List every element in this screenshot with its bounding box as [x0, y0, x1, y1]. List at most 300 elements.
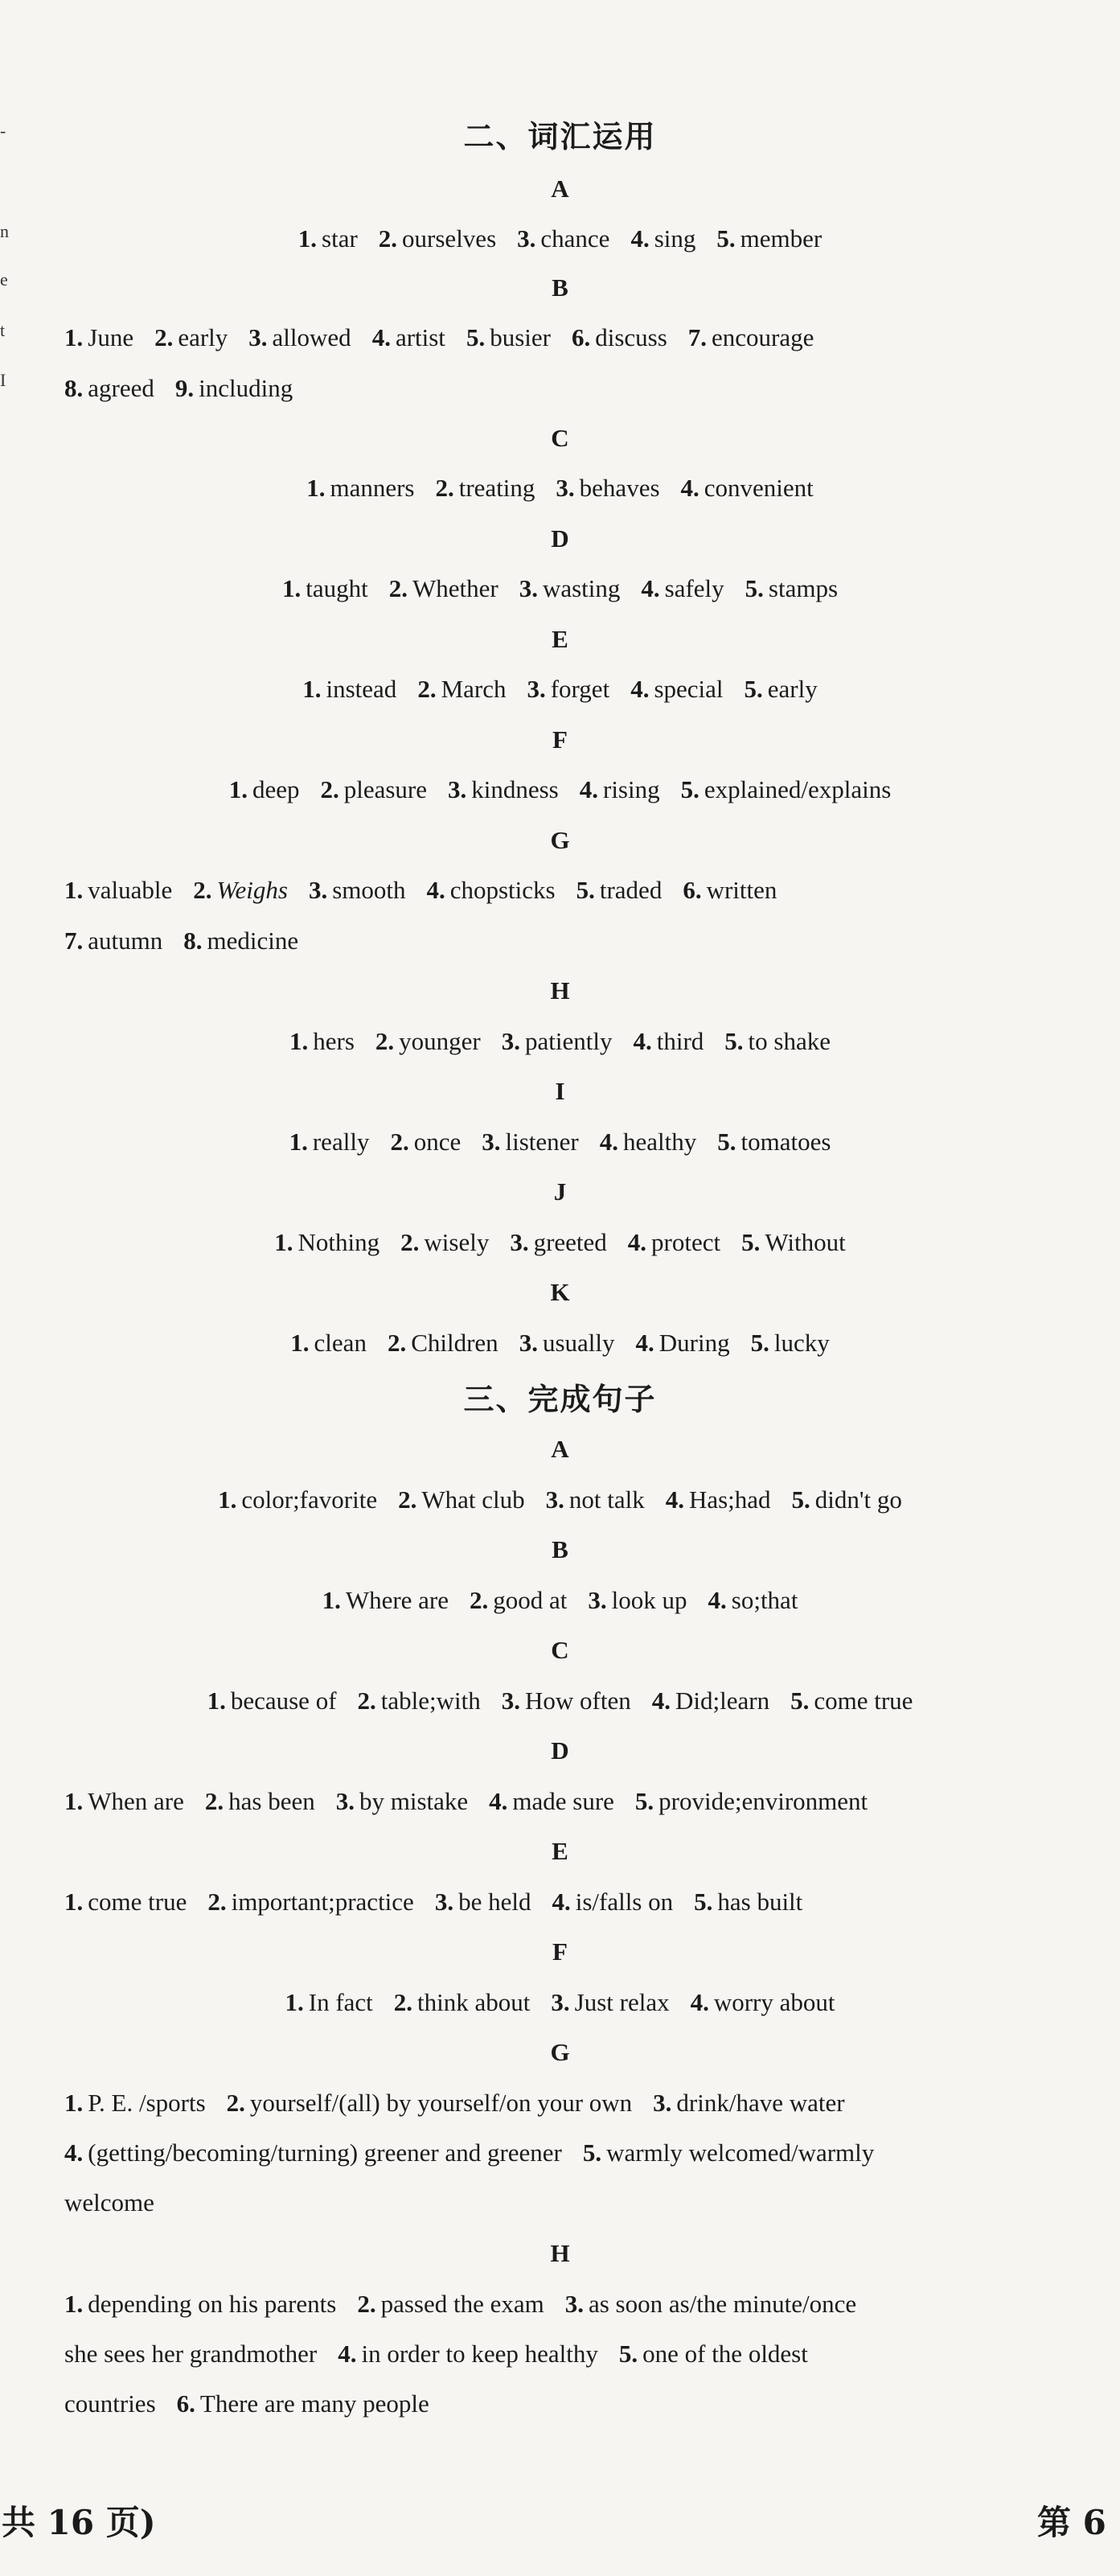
answer-item [302, 673, 396, 705]
answer-text: valuable [88, 876, 173, 904]
answer-line [64, 925, 1110, 957]
answer-text: early [178, 323, 228, 351]
answer-line [0, 1484, 1120, 1516]
answer-text: chance [540, 224, 610, 253]
answer-text: warmly welcomed/warmly [606, 2138, 875, 2167]
answer-item [527, 673, 609, 705]
answer-text: autumn [88, 926, 163, 955]
answer-item [282, 573, 368, 605]
answer-item [489, 1785, 614, 1818]
answer-item [285, 1986, 373, 2019]
answer-line [64, 2187, 1110, 2219]
item-number: 2. [204, 1787, 224, 1815]
item-number: 4. [633, 1027, 652, 1055]
answer-text: drink/have water [676, 2089, 845, 2117]
answer-text: Weighs [216, 876, 288, 904]
footer-page-number: 第 6 [1037, 2503, 1106, 2542]
item-number: 5. [716, 224, 736, 253]
answer-line [0, 472, 1120, 504]
answer-item [502, 1685, 631, 1717]
answer-item [218, 1484, 377, 1516]
item-number: 5. [724, 1027, 744, 1055]
answer-item [745, 573, 838, 605]
answer-line [64, 322, 1110, 354]
answer-line [64, 1785, 1110, 1818]
answer-text: convenient [704, 474, 814, 502]
answer-line [0, 1685, 1120, 1717]
answer-item [435, 1886, 531, 1918]
answer-text: passed the exam [380, 2290, 544, 2318]
item-number: 8. [64, 374, 84, 402]
answer-item [205, 1785, 315, 1818]
answer-item [708, 1584, 798, 1617]
answer-text: including [199, 374, 293, 402]
group-label: B [552, 1535, 568, 1563]
item-number: 4. [627, 1228, 647, 1256]
answer-line [64, 874, 1110, 906]
answer-text: healthy [622, 1128, 697, 1156]
answer-line [0, 1025, 1120, 1058]
answer-text: How often [525, 1687, 631, 1715]
edge-mark: I [0, 370, 6, 390]
item-number: 5. [582, 2138, 602, 2167]
item-number: 1. [322, 1586, 341, 1614]
item-number: 3. [335, 1787, 355, 1815]
answer-item [207, 1685, 337, 1717]
item-number: 4. [579, 775, 598, 803]
answer-item [394, 1986, 531, 2019]
answer-text: made sure [512, 1787, 614, 1815]
answer-item [466, 322, 551, 354]
item-number: 9. [174, 374, 195, 402]
answer-item [64, 2137, 562, 2169]
answer-item [745, 673, 818, 705]
answer-item [177, 2388, 429, 2420]
answer-item [320, 774, 427, 806]
answer-text: has built [717, 1888, 803, 1916]
answer-item [628, 1226, 720, 1259]
answer-text: taught [306, 574, 368, 602]
answer-text: forget [550, 675, 610, 703]
item-number: 3. [653, 2089, 672, 2117]
answer-item [630, 223, 695, 255]
answer-text: not talk [568, 1485, 645, 1514]
answer-item [636, 1327, 730, 1359]
answer-line [0, 1327, 1120, 1359]
answer-line [0, 1226, 1120, 1259]
item-number: 5. [744, 675, 763, 703]
answer-item [400, 1226, 489, 1259]
item-number: 1. [64, 876, 84, 904]
item-number: 2. [393, 1988, 413, 2016]
answer-text: treating [458, 474, 535, 502]
answer-item [633, 1025, 704, 1058]
answer-item [583, 2137, 874, 2169]
answer-line [64, 2137, 1110, 2169]
item-number: 5. [576, 876, 595, 904]
answer-item [572, 322, 667, 354]
item-number: 5. [618, 2340, 638, 2368]
answer-text: kindness [471, 775, 559, 803]
answer-item [724, 1025, 831, 1058]
answer-text: really [312, 1128, 370, 1156]
answer-item [64, 2087, 206, 2119]
item-number: 4. [651, 1687, 671, 1715]
item-number: 2. [320, 775, 339, 803]
answer-item [694, 1886, 802, 1918]
edge-mark: n [0, 221, 9, 241]
item-number: 2. [388, 574, 408, 602]
item-number: 4. [338, 2340, 357, 2368]
answer-text: younger [399, 1027, 481, 1055]
answer-text: smooth [332, 876, 406, 904]
answer-text: so;that [731, 1586, 798, 1614]
answer-item [298, 223, 358, 255]
answer-item [652, 1685, 769, 1717]
group-label: K [550, 1278, 570, 1306]
item-number: 3. [519, 1329, 538, 1357]
answer-text: written [706, 876, 777, 904]
answer-text: explained/explains [704, 775, 892, 803]
answer-item [389, 573, 498, 605]
answer-item [175, 372, 293, 405]
answer-item [641, 573, 724, 605]
item-number: 1. [64, 323, 84, 351]
answer-item [588, 1584, 687, 1617]
answer-item [792, 1484, 902, 1516]
answer-line [0, 573, 1120, 605]
answer-item [653, 2087, 844, 2119]
answer-text: member [740, 224, 823, 253]
item-number: 1. [64, 1787, 84, 1815]
answer-item [580, 774, 660, 806]
group-label: D [551, 524, 569, 553]
item-number: 3. [517, 224, 536, 253]
item-number: 4. [708, 1586, 727, 1614]
answer-text: Has;had [688, 1485, 771, 1514]
item-number: 5. [741, 1228, 761, 1256]
answer-item [517, 223, 609, 255]
answer-item [666, 1484, 771, 1516]
answer-text: Without [765, 1228, 846, 1256]
item-number: 3. [545, 1485, 564, 1514]
answer-line [0, 223, 1120, 255]
answer-text: instead [326, 675, 397, 703]
answer-item [357, 2288, 544, 2320]
answer-text: There are many people [199, 2389, 429, 2418]
group-label: C [551, 424, 569, 452]
item-number: 1. [281, 574, 302, 602]
answer-text: manners [330, 474, 415, 502]
edge-mark: e [0, 269, 8, 290]
edge-mark: t [0, 320, 6, 340]
answer-text: countries [64, 2389, 156, 2418]
item-number: 4. [64, 2138, 84, 2167]
answer-item [64, 1886, 187, 1918]
answer-text: greeted [533, 1228, 607, 1256]
answer-text: once [413, 1128, 462, 1156]
footer-page-total: 共 16 页) [2, 2503, 156, 2542]
item-number: 5. [634, 1787, 654, 1815]
answer-item [306, 472, 414, 504]
item-number: 3. [556, 474, 575, 502]
answer-item [600, 1126, 697, 1158]
answer-text: in order to keep healthy [361, 2340, 598, 2368]
answer-text: important;practice [231, 1888, 414, 1916]
answer-text: good at [493, 1586, 568, 1614]
answer-item [64, 2338, 317, 2370]
group-label: E [552, 625, 568, 653]
item-number: 5. [790, 1687, 810, 1715]
answer-text: chopsticks [449, 876, 556, 904]
item-number: 1. [274, 1228, 293, 1256]
answer-item [688, 322, 814, 354]
answer-text: didn't go [814, 1485, 902, 1514]
item-number: 5. [717, 1128, 736, 1156]
item-number: 3. [519, 574, 538, 602]
answer-text: wisely [424, 1228, 490, 1256]
item-number: 6. [571, 323, 591, 351]
group-label: G [550, 2038, 570, 2066]
item-number: 4. [690, 1988, 709, 2016]
item-number: 3. [448, 775, 467, 803]
answer-text: be held [458, 1888, 531, 1916]
item-number: 2. [154, 323, 174, 351]
item-number: 4. [489, 1787, 508, 1815]
item-number: 3. [564, 2290, 584, 2318]
answer-line [64, 2288, 1110, 2320]
item-number: 3. [510, 1228, 529, 1256]
group-label: F [552, 1937, 568, 1966]
item-number: 1. [297, 224, 318, 253]
item-number: 5. [680, 775, 699, 803]
item-number: 2. [207, 1888, 227, 1916]
answer-text: agreed [88, 374, 154, 402]
answer-text: provide;environment [658, 1787, 868, 1815]
answer-item [64, 2187, 154, 2219]
answer-text: Just relax [574, 1988, 670, 2016]
edge-mark: - [0, 121, 6, 141]
answer-item [435, 472, 535, 504]
answer-text: early [767, 675, 818, 703]
answer-text: Did;learn [675, 1687, 770, 1715]
item-number: 1. [290, 1329, 310, 1357]
group-label: H [550, 2239, 570, 2267]
answer-item [375, 1025, 481, 1058]
answer-item [309, 874, 406, 906]
answer-line [64, 2338, 1110, 2370]
answer-text: March [441, 675, 507, 703]
item-number: 3. [588, 1586, 607, 1614]
answer-text: June [88, 323, 134, 351]
group-label: F [552, 725, 568, 754]
answer-text: by mistake [359, 1787, 469, 1815]
answer-text: tomatoes [741, 1128, 831, 1156]
answer-text: yourself/(all) by yourself/on your own [249, 2089, 633, 2117]
item-number: 4. [665, 1485, 684, 1514]
item-number: 2. [378, 224, 398, 253]
answer-item [64, 874, 172, 906]
answer-line [0, 1126, 1120, 1158]
answer-item [289, 1126, 370, 1158]
answer-text: medicine [207, 926, 299, 955]
answer-item [470, 1584, 567, 1617]
answer-text: stamps [768, 574, 839, 602]
answer-item [510, 1226, 606, 1259]
answer-text: because of [230, 1687, 337, 1715]
answer-text: Nothing [297, 1228, 380, 1256]
answer-text: During [658, 1329, 730, 1357]
item-number: 4. [635, 1329, 654, 1357]
answer-item [207, 1886, 413, 1918]
answer-text: is/falls on [575, 1888, 674, 1916]
answer-item [64, 1785, 184, 1818]
group-label: H [550, 976, 570, 1005]
answer-text: color;favorite [241, 1485, 378, 1514]
item-number: 3. [308, 876, 328, 904]
section-heading: 二、词汇运用 [463, 119, 657, 154]
answer-item [630, 673, 723, 705]
answer-item [64, 372, 154, 405]
item-number: 7. [687, 323, 708, 351]
answer-text: star [322, 224, 358, 253]
answer-text: worry about [713, 1988, 835, 2016]
answer-item [519, 1327, 615, 1359]
answer-item [64, 2388, 156, 2420]
answer-item [519, 573, 621, 605]
answer-text: sing [654, 224, 696, 253]
answer-item [183, 925, 298, 957]
answer-text: discuss [595, 323, 667, 351]
answer-item [290, 1327, 367, 1359]
answer-text: come true [88, 1888, 187, 1916]
answer-item [635, 1785, 868, 1818]
item-number: 2. [400, 1228, 420, 1256]
item-number: 3. [527, 675, 546, 703]
answer-item [482, 1126, 579, 1158]
item-number: 2. [375, 1027, 395, 1055]
item-number: 1. [289, 1128, 308, 1156]
item-number: 3. [248, 323, 268, 351]
item-number: 1. [218, 1485, 237, 1514]
item-number: 2. [435, 474, 454, 502]
answer-item [193, 874, 288, 906]
answer-text: wasting [542, 574, 621, 602]
answer-item [681, 472, 814, 504]
answer-text: think about [417, 1988, 531, 2016]
group-label: C [551, 1636, 569, 1664]
answer-item [552, 1886, 673, 1918]
answer-text: to shake [748, 1027, 831, 1055]
answer-text: P. E. /sports [88, 2089, 206, 2117]
answer-item [426, 874, 555, 906]
item-number: 3. [501, 1027, 520, 1055]
answer-text: allowed [272, 323, 351, 351]
item-number: 1. [207, 1687, 226, 1715]
group-label: A [551, 1435, 569, 1463]
item-number: 4. [426, 876, 445, 904]
item-number: 8. [183, 926, 203, 955]
answer-item [751, 1327, 830, 1359]
answer-text: Where are [345, 1586, 449, 1614]
item-number: 1. [289, 1027, 309, 1055]
answer-text: behaves [579, 474, 660, 502]
answer-item [322, 1584, 449, 1617]
item-number: 5. [694, 1888, 713, 1916]
answer-text: ourselves [402, 224, 497, 253]
answer-text: In fact [308, 1988, 373, 2016]
answer-text: special [654, 675, 724, 703]
answer-item [229, 774, 300, 806]
item-number: 5. [466, 323, 486, 351]
answer-text: artist [395, 323, 445, 351]
answer-text: lucky [773, 1329, 830, 1357]
answer-text: listener [505, 1128, 579, 1156]
answer-line [64, 2388, 1110, 2420]
group-label: D [551, 1736, 569, 1765]
item-number: 2. [357, 1687, 376, 1715]
answer-item [683, 874, 777, 906]
answer-text: table;with [380, 1687, 481, 1715]
answer-item [716, 223, 822, 255]
answer-item [546, 1484, 645, 1516]
answer-item [691, 1986, 835, 2019]
answer-text: protect [651, 1228, 721, 1256]
answer-text: patiently [525, 1027, 613, 1055]
answer-text: pleasure [343, 775, 427, 803]
group-label: J [553, 1177, 567, 1206]
item-number: 4. [630, 224, 650, 253]
answer-item [556, 472, 659, 504]
item-number: 1. [285, 1988, 304, 2016]
answer-item [681, 774, 892, 806]
answer-item [248, 322, 351, 354]
answer-item [390, 1126, 461, 1158]
answer-item [448, 774, 559, 806]
answer-text: Children [411, 1329, 498, 1357]
answer-text: as soon as/the minute/once [588, 2290, 857, 2318]
item-number: 6. [176, 2389, 195, 2418]
answer-text: come true [814, 1687, 913, 1715]
answer-item [741, 1226, 846, 1259]
answer-text: she sees her grandmother [64, 2340, 318, 2368]
answer-item [565, 2288, 856, 2320]
answer-item [358, 1685, 481, 1717]
section-heading: 三、完成句子 [463, 1382, 657, 1417]
answer-line [64, 372, 1110, 405]
item-number: 4. [630, 675, 650, 703]
item-number: 2. [470, 1586, 489, 1614]
group-label: B [552, 273, 568, 302]
answer-item [576, 874, 663, 906]
item-number: 3. [551, 1988, 570, 2016]
answer-line [0, 1986, 1120, 2019]
answer-item [379, 223, 496, 255]
answer-item [717, 1126, 831, 1158]
item-number: 5. [745, 574, 764, 602]
item-number: 2. [387, 1329, 407, 1357]
item-number: 5. [791, 1485, 810, 1514]
answer-item [372, 322, 445, 354]
item-number: 1. [228, 775, 248, 803]
answer-text: hers [313, 1027, 355, 1055]
item-number: 3. [482, 1128, 501, 1156]
answer-text: Whether [412, 574, 498, 602]
answer-text: (getting/becoming/turning) greener and greener [88, 2138, 562, 2167]
item-number: 1. [64, 2290, 84, 2318]
item-number: 1. [302, 675, 322, 703]
group-label: E [552, 1837, 568, 1865]
